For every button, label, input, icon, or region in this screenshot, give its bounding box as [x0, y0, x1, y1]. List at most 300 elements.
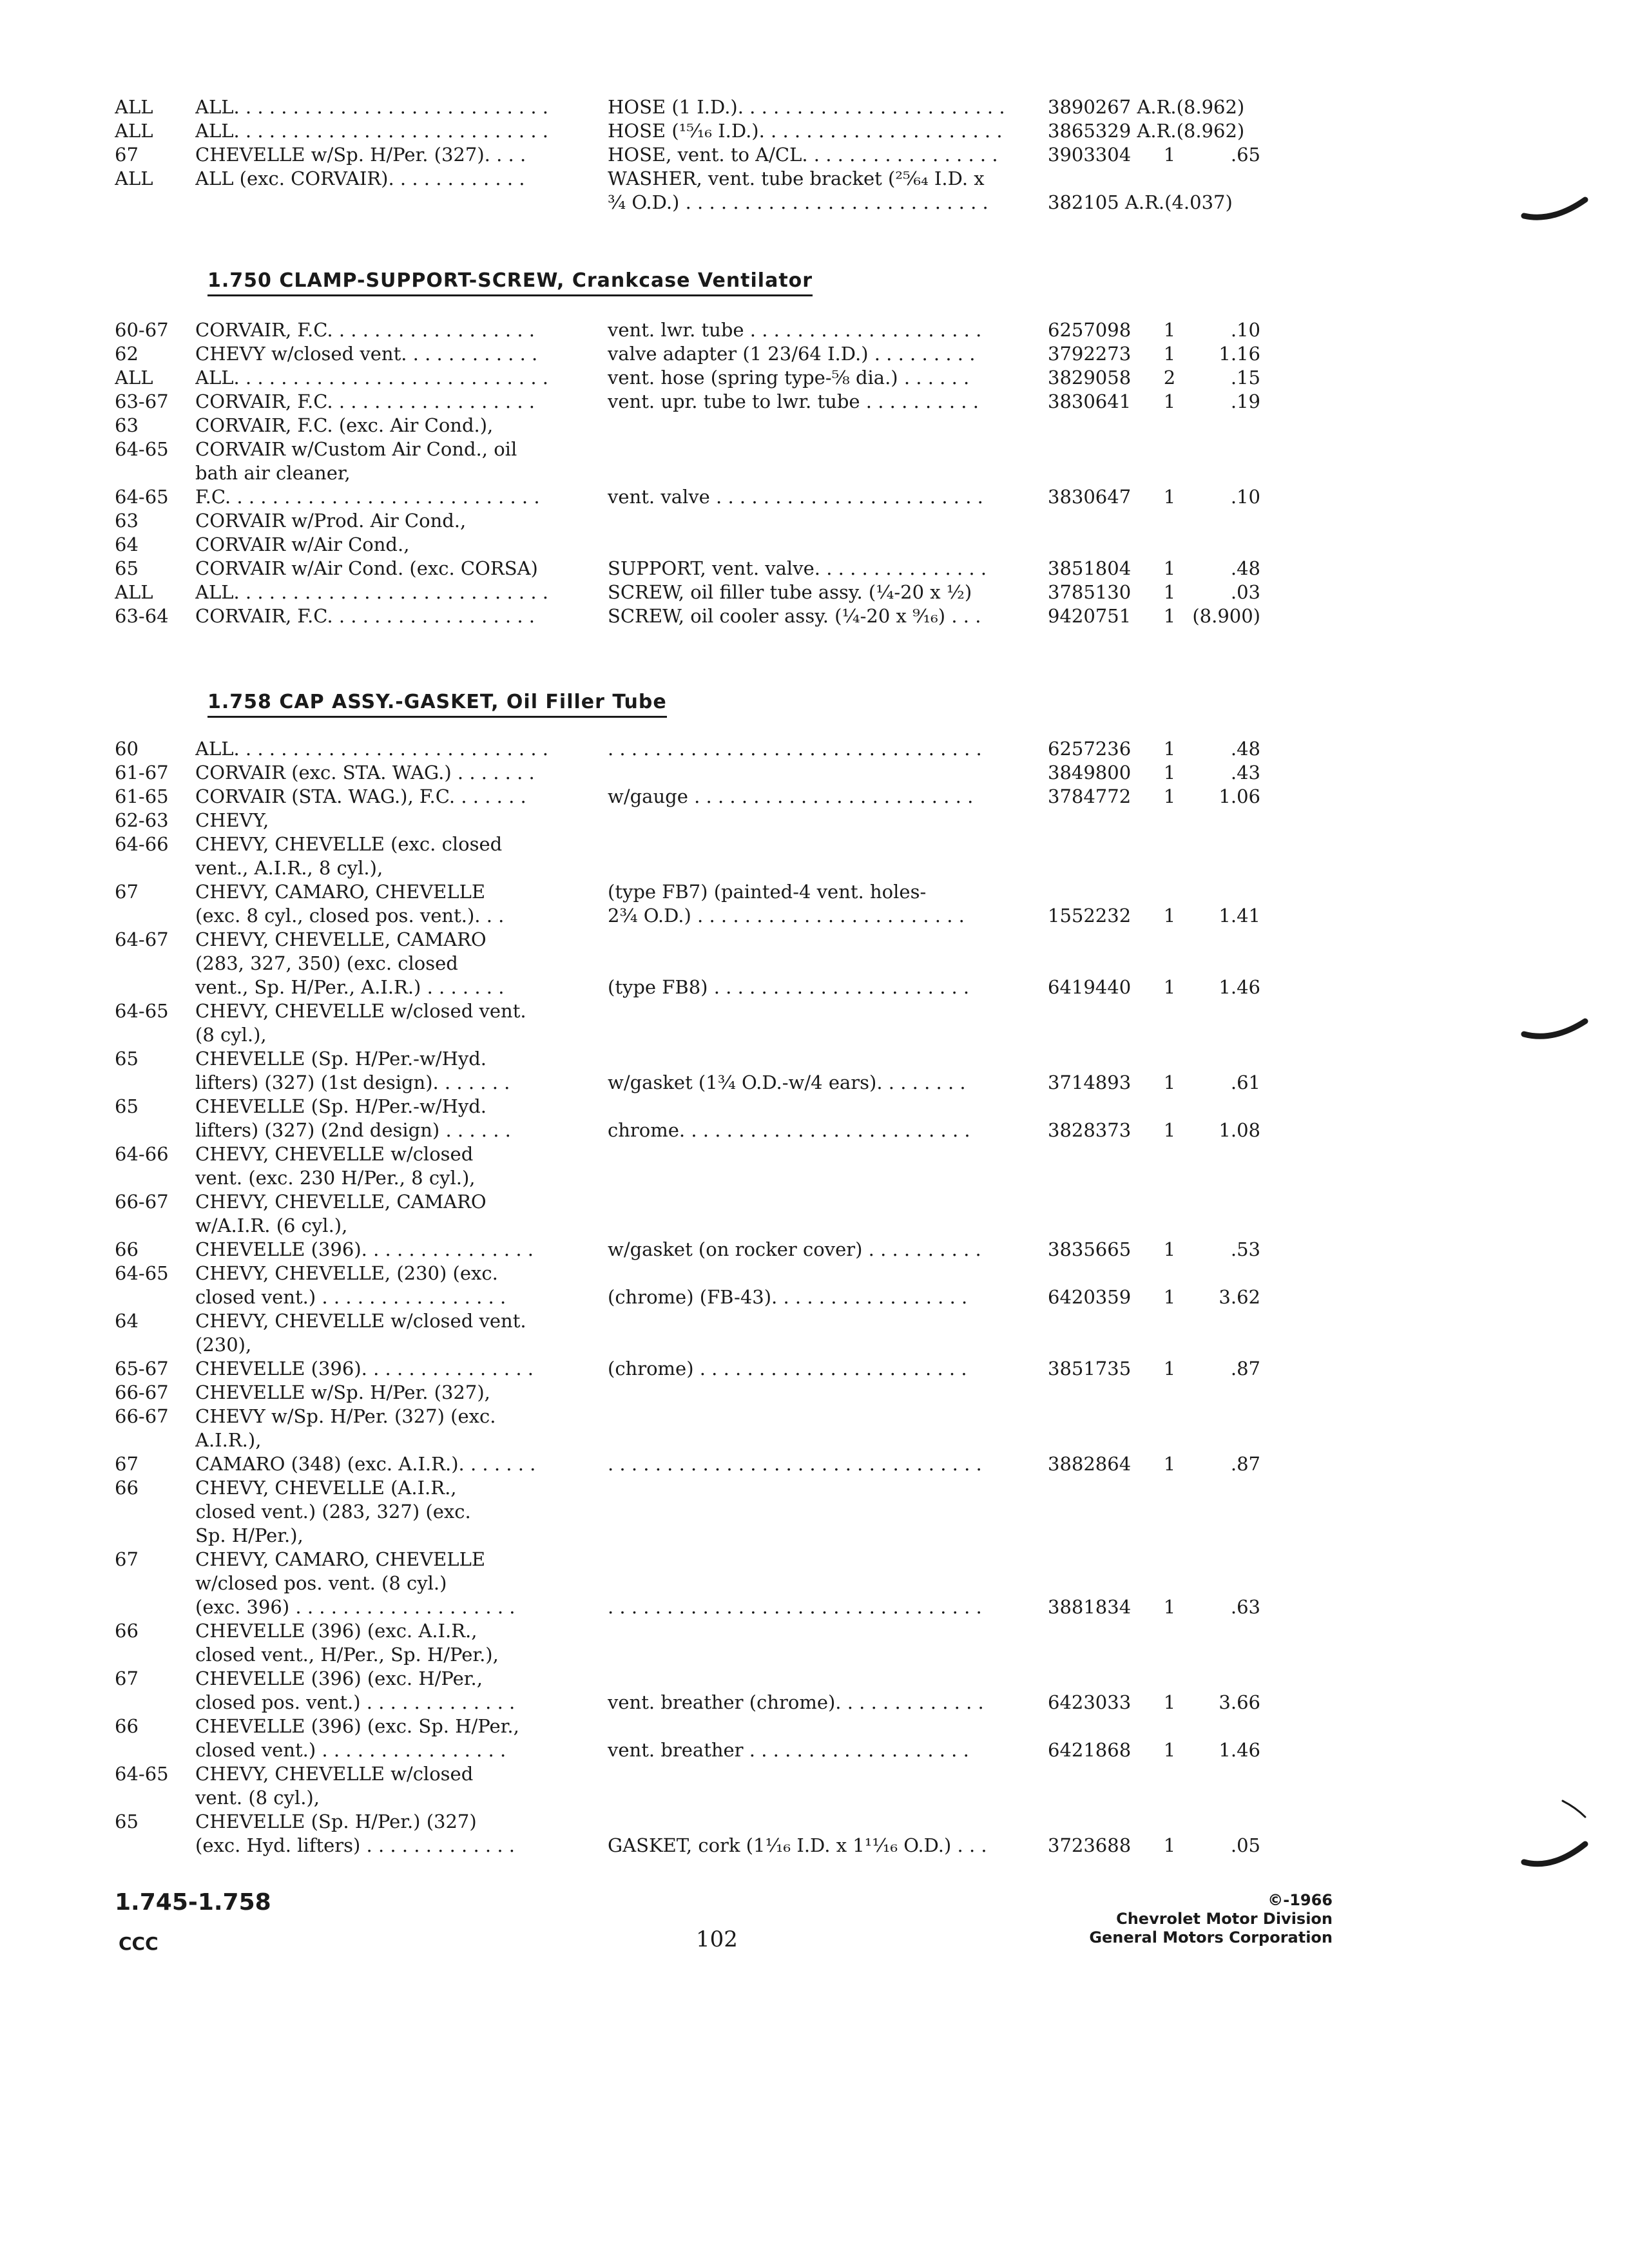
model-cell: F.C. . . . . . . . . . . . . . . . . . . . . . . . . . . — [195, 486, 540, 508]
price-cell — [1190, 928, 1260, 952]
description-cell: vent. breather (chrome). . . . . . . . . . . . . — [608, 1691, 984, 1713]
year-cell: 64 — [115, 533, 139, 555]
price-cell — [1190, 533, 1260, 557]
year-cell — [115, 975, 195, 999]
description-cell: GASKET, cork (1¹⁄₁₆ I.D. x 1¹¹⁄₁₆ O.D.) . . . — [608, 1834, 987, 1856]
quantity-cell — [1150, 1476, 1190, 1500]
description-cell: chrome. . . . . . . . . . . . . . . . . . . . . . . . . — [608, 1119, 970, 1141]
year-cell — [115, 1428, 195, 1452]
price-cell — [1190, 856, 1260, 880]
model-cell: (230), — [195, 1334, 252, 1356]
description-cell — [608, 461, 1048, 485]
table-row — [115, 1786, 1260, 1810]
model-cell: CORVAIR, F.C. . . . . . . . . . . . . . . . . . — [195, 319, 535, 341]
quantity-cell — [1150, 1142, 1190, 1166]
price-cell: 1.46 — [1219, 1739, 1260, 1761]
year-cell: 66 — [115, 1238, 139, 1260]
description-cell: . . . . . . . . . . . . . . . . . . . . . . . . . . . . . . . . — [608, 1453, 982, 1475]
price-cell — [1190, 1262, 1260, 1285]
quantity-cell: 1 — [1163, 1238, 1176, 1260]
quantity-cell — [1150, 1428, 1190, 1452]
price-cell — [1190, 1428, 1260, 1452]
quantity-cell: 1 — [1163, 1596, 1176, 1618]
model-cell: CHEVY, CHEVELLE, (230) (exc. — [195, 1262, 498, 1284]
model-cell: bath air cleaner, — [195, 462, 351, 484]
part-number-cell — [1048, 1619, 1150, 1643]
year-cell: 61-67 — [115, 762, 169, 783]
quantity-cell — [1150, 1810, 1190, 1834]
description-cell — [608, 832, 1048, 856]
price-cell — [1190, 1715, 1260, 1738]
table-row — [115, 1571, 1260, 1595]
model-cell: ALL (exc. CORVAIR). . . . . . . . . . . . — [195, 168, 525, 189]
part-number-cell: 3714893 — [1048, 1072, 1132, 1093]
part-number-cell: 3835665 — [1048, 1238, 1132, 1260]
price-cell — [1190, 1524, 1260, 1548]
year-cell: ALL — [115, 120, 153, 142]
table-row — [115, 1643, 1260, 1667]
part-number-cell: 6420359 — [1048, 1286, 1132, 1308]
description-cell — [608, 1524, 1048, 1548]
quantity-cell — [1150, 1524, 1190, 1548]
table-row — [115, 461, 1260, 485]
table-row — [115, 1071, 1260, 1095]
table-row — [115, 1715, 1260, 1738]
model-cell: CORVAIR, F.C. (exc. Air Cond.), — [195, 414, 494, 436]
quantity-cell: 1 — [1163, 785, 1176, 807]
price-cell: .61 — [1230, 1072, 1260, 1093]
year-cell: 67 — [115, 881, 139, 903]
part-number-cell — [1048, 880, 1150, 904]
year-cell — [115, 1691, 195, 1715]
part-number-cell — [1048, 1333, 1150, 1357]
price-cell: 1.08 — [1219, 1119, 1260, 1141]
year-cell — [115, 904, 195, 928]
part-number-cell — [1048, 1571, 1150, 1595]
year-cell: 63-64 — [115, 605, 169, 627]
model-cell: closed vent.) (283, 327) (exc. — [195, 1501, 471, 1523]
table-row — [115, 1047, 1260, 1071]
year-cell: ALL — [115, 367, 153, 389]
year-cell: 64-65 — [115, 1763, 169, 1785]
price-cell — [1190, 952, 1260, 975]
price-cell — [1190, 1381, 1260, 1405]
year-cell — [115, 1834, 195, 1858]
description-cell — [608, 761, 1048, 785]
part-number-cell — [1048, 1428, 1150, 1452]
year-cell — [115, 952, 195, 975]
description-cell: HOSE, vent. to A/CL. . . . . . . . . . . . . . . . . — [608, 144, 998, 166]
year-cell: 67 — [115, 1667, 139, 1689]
price-cell — [1190, 414, 1260, 437]
table-row — [115, 1691, 1260, 1715]
model-cell: CHEVY, CHEVELLE w/closed — [195, 1143, 474, 1165]
model-cell: (283, 327, 350) (exc. closed — [195, 952, 458, 974]
year-cell — [115, 1571, 195, 1595]
description-cell — [608, 1214, 1048, 1238]
description-cell: valve adapter (1 23/64 I.D.) . . . . . . . . . — [608, 343, 976, 365]
table-row — [115, 1119, 1260, 1142]
year-cell — [115, 1285, 195, 1309]
price-cell: 1.16 — [1219, 343, 1260, 365]
description-cell — [608, 1548, 1048, 1571]
parts-table-hose-washer — [115, 95, 1260, 215]
quantity-cell: 1 — [1163, 1119, 1176, 1141]
quantity-cell: 1 — [1163, 1286, 1176, 1308]
model-cell: CHEVY, — [195, 809, 269, 831]
part-number-cell — [1048, 856, 1150, 880]
part-number-cell: 3830641 — [1048, 390, 1132, 412]
part-number-cell: 3849800 — [1048, 762, 1132, 783]
quantity-cell — [1150, 880, 1190, 904]
part-number-cell — [1048, 1262, 1150, 1285]
price-cell — [1190, 880, 1260, 904]
year-cell — [115, 1333, 195, 1357]
model-cell: (exc. 8 cyl., closed pos. vent.). . . — [195, 905, 505, 927]
price-cell: .15 — [1230, 367, 1260, 389]
description-cell: w/gasket (on rocker cover) . . . . . . . . . . — [608, 1238, 981, 1260]
quantity-cell — [1150, 856, 1190, 880]
year-cell: 66 — [115, 1477, 139, 1499]
model-cell: CHEVY w/closed vent. . . . . . . . . . . . — [195, 343, 538, 365]
table-row — [115, 785, 1260, 809]
binder-mark-1 — [1521, 193, 1592, 226]
table-row — [115, 1738, 1260, 1762]
year-cell: 65 — [115, 1095, 139, 1117]
description-cell: (type FB7) (painted-4 vent. holes- — [608, 881, 927, 903]
model-cell: (exc. 396) . . . . . . . . . . . . . . . . . . . — [195, 1596, 516, 1618]
quantity-cell — [1150, 1166, 1190, 1190]
table-row — [115, 1262, 1260, 1285]
price-cell — [1190, 809, 1260, 832]
description-cell — [608, 1309, 1048, 1333]
year-cell: 65 — [115, 557, 139, 579]
description-cell — [608, 856, 1048, 880]
year-cell — [115, 1071, 195, 1095]
price-cell — [1190, 461, 1260, 485]
part-number-cell — [1048, 809, 1150, 832]
price-cell: .48 — [1230, 738, 1260, 760]
description-cell: vent. breather . . . . . . . . . . . . . . . . . . . — [608, 1739, 969, 1761]
price-cell: 3.62 — [1219, 1286, 1260, 1308]
model-cell: ALL. . . . . . . . . . . . . . . . . . . . . . . . . . . — [195, 96, 549, 118]
description-cell — [608, 1619, 1048, 1643]
part-number-cell — [1048, 167, 1150, 191]
quantity-cell — [1150, 1667, 1190, 1691]
model-cell: CORVAIR w/Air Cond. (exc. CORSA) — [195, 557, 538, 579]
quantity-cell: 1 — [1163, 762, 1176, 783]
quantity-cell — [1150, 1095, 1190, 1119]
description-cell — [608, 1500, 1048, 1524]
price-cell — [1190, 1786, 1260, 1810]
model-cell: CHEVELLE (Sp. H/Per.-w/Hyd. — [195, 1095, 487, 1117]
model-cell: ALL. . . . . . . . . . . . . . . . . . . . . . . . . . . — [195, 367, 549, 389]
price-cell — [1190, 999, 1260, 1023]
year-cell: 65 — [115, 1048, 139, 1070]
year-cell — [115, 1524, 195, 1548]
price-cell: .87 — [1230, 1453, 1260, 1475]
model-cell: vent. (8 cyl.), — [195, 1787, 320, 1809]
model-cell: Sp. H/Per.), — [195, 1524, 304, 1546]
table-row — [115, 737, 1260, 761]
quantity-cell — [1150, 1047, 1190, 1071]
price-cell: .87 — [1230, 1358, 1260, 1379]
model-cell: CHEVELLE (396). . . . . . . . . . . . . . . — [195, 1238, 534, 1260]
part-number-cell — [1048, 1405, 1150, 1428]
model-cell: closed vent., H/Per., Sp. H/Per.), — [195, 1644, 499, 1666]
table-row — [115, 1333, 1260, 1357]
table-row — [115, 1190, 1260, 1214]
model-cell: A.I.R.), — [195, 1429, 262, 1451]
table-row — [115, 880, 1260, 904]
year-cell: 63-67 — [115, 390, 169, 412]
quantity-cell: 1 — [1163, 1358, 1176, 1379]
model-cell: (8 cyl.), — [195, 1024, 267, 1046]
table-row — [115, 1452, 1260, 1476]
description-cell: . . . . . . . . . . . . . . . . . . . . . . . . . . . . . . . . — [608, 738, 982, 760]
quantity-cell: 1 — [1163, 1453, 1176, 1475]
price-cell — [1190, 1023, 1260, 1047]
price-cell — [1190, 1548, 1260, 1571]
price-cell: (8.900) — [1192, 605, 1260, 627]
model-cell: CHEVY, CHEVELLE w/closed vent. — [195, 1310, 526, 1332]
model-cell: CAMARO (348) (exc. A.I.R.). . . . . . . — [195, 1453, 536, 1475]
model-cell: CORVAIR w/Custom Air Cond., oil — [195, 438, 517, 460]
table-row — [115, 1405, 1260, 1428]
part-number-cell — [1048, 1142, 1150, 1166]
model-cell: ALL. . . . . . . . . . . . . . . . . . . . . . . . . . . — [195, 120, 549, 142]
table-row — [115, 1166, 1260, 1190]
year-cell — [115, 191, 195, 215]
table-row — [115, 1834, 1260, 1858]
part-number-cell — [1048, 533, 1150, 557]
price-cell — [1190, 1667, 1260, 1691]
year-cell — [115, 1166, 195, 1190]
year-cell: 65-67 — [115, 1358, 169, 1379]
year-cell: 65 — [115, 1811, 139, 1832]
table-row — [115, 1762, 1260, 1786]
quantity-cell — [1150, 533, 1190, 557]
table-row — [115, 1524, 1260, 1548]
quantity-cell — [1150, 1262, 1190, 1285]
description-cell — [608, 1667, 1048, 1691]
part-number-cell: 3828373 — [1048, 1119, 1132, 1141]
part-qty-price-cell: 3865329 A.R.(8.962) — [1048, 120, 1245, 142]
year-cell — [115, 1643, 195, 1667]
footer-code: CCC — [119, 1933, 159, 1954]
model-cell: CORVAIR w/Prod. Air Cond., — [195, 510, 467, 532]
year-cell — [115, 1595, 195, 1619]
quantity-cell: 1 — [1163, 319, 1176, 341]
price-cell: 1.46 — [1219, 976, 1260, 998]
part-number-cell — [1048, 509, 1150, 533]
table-row — [115, 604, 1260, 628]
model-cell: CORVAIR, F.C. . . . . . . . . . . . . . . . . . — [195, 605, 535, 627]
division-name: Chevrolet Motor Division — [1116, 1910, 1333, 1928]
year-cell: 62 — [115, 343, 139, 365]
table-row — [115, 1428, 1260, 1452]
quantity-cell: 1 — [1163, 1739, 1176, 1761]
table-row — [115, 1619, 1260, 1643]
quantity-cell: 1 — [1163, 1834, 1176, 1856]
part-number-cell — [1048, 414, 1150, 437]
description-cell — [608, 1095, 1048, 1119]
year-cell: 67 — [115, 1453, 139, 1475]
part-number-cell: 6257098 — [1048, 319, 1132, 341]
price-cell: .05 — [1230, 1834, 1260, 1856]
model-cell: CORVAIR (exc. STA. WAG.) . . . . . . . — [195, 762, 535, 783]
model-cell: ALL. . . . . . . . . . . . . . . . . . . . . . . . . . . — [195, 581, 549, 603]
table-row — [115, 999, 1260, 1023]
year-cell: 64-65 — [115, 438, 169, 460]
part-number-cell — [1048, 1548, 1150, 1571]
quantity-cell — [1150, 461, 1190, 485]
model-cell: CHEVELLE (396) (exc. H/Per., — [195, 1667, 483, 1689]
description-cell — [608, 509, 1048, 533]
quantity-cell — [1150, 167, 1190, 191]
table-row — [115, 928, 1260, 952]
quantity-cell — [1150, 809, 1190, 832]
part-number-cell: 6419440 — [1048, 976, 1132, 998]
part-number-cell — [1048, 832, 1150, 856]
section-title-1750: 1.750 CLAMP-SUPPORT-SCREW, Crankcase Ventilator — [207, 269, 813, 296]
price-cell: 1.06 — [1219, 785, 1260, 807]
description-cell: (type FB8) . . . . . . . . . . . . . . . . . . . . . . — [608, 976, 970, 998]
table-row — [115, 1309, 1260, 1333]
model-cell: CHEVY w/Sp. H/Per. (327) (exc. — [195, 1405, 496, 1427]
price-cell — [1190, 1405, 1260, 1428]
description-cell — [608, 437, 1048, 461]
model-cell: CHEVY, CHEVELLE, CAMARO — [195, 928, 487, 950]
model-cell: w/closed pos. vent. (8 cyl.) — [195, 1572, 447, 1594]
quantity-cell — [1150, 509, 1190, 533]
description-cell: vent. lwr. tube . . . . . . . . . . . . . . . . . . . . — [608, 319, 982, 341]
part-number-cell — [1048, 1214, 1150, 1238]
year-cell — [115, 1023, 195, 1047]
price-cell: .48 — [1230, 557, 1260, 579]
quantity-cell: 1 — [1163, 144, 1176, 166]
price-cell — [1190, 1762, 1260, 1786]
model-cell: CHEVY, CHEVELLE w/closed vent. — [195, 1000, 526, 1022]
model-cell: CORVAIR (STA. WAG.), F.C. . . . . . . — [195, 785, 526, 807]
price-cell: .63 — [1230, 1596, 1260, 1618]
table-row — [115, 414, 1260, 437]
year-cell: 66 — [115, 1620, 139, 1642]
corporation-name: General Motors Corporation — [1089, 1928, 1333, 1946]
description-cell: ¾ O.D.) . . . . . . . . . . . . . . . . . . . . . . . . . . — [608, 191, 988, 213]
model-cell: CHEVY, CAMARO, CHEVELLE — [195, 881, 485, 903]
table-row — [115, 509, 1260, 533]
table-row — [115, 485, 1260, 509]
year-cell: 64-65 — [115, 1262, 169, 1284]
page-number: 102 — [696, 1927, 738, 1952]
table-row — [115, 437, 1260, 461]
year-cell: 63 — [115, 510, 139, 532]
description-cell: WASHER, vent. tube bracket (²⁵⁄₆₄ I.D. x — [608, 168, 985, 189]
model-cell: CORVAIR w/Air Cond., — [195, 533, 410, 555]
part-number-cell: 3830647 — [1048, 486, 1132, 508]
quantity-cell — [1150, 832, 1190, 856]
year-cell: 66 — [115, 1715, 139, 1737]
table-row — [115, 1238, 1260, 1262]
description-cell — [608, 999, 1048, 1023]
description-cell: w/gauge . . . . . . . . . . . . . . . . . . . . . . . . — [608, 785, 974, 807]
table-row — [115, 342, 1260, 366]
model-cell: CHEVY, CHEVELLE w/closed — [195, 1763, 474, 1785]
table-row — [115, 1810, 1260, 1834]
quantity-cell: 1 — [1163, 738, 1176, 760]
quantity-cell — [1150, 1571, 1190, 1595]
table-row — [115, 366, 1260, 390]
table-row — [115, 1142, 1260, 1166]
quantity-cell — [1150, 1405, 1190, 1428]
model-cell: closed vent.) . . . . . . . . . . . . . . . . — [195, 1739, 506, 1761]
part-number-cell — [1048, 1786, 1150, 1810]
price-cell — [1190, 167, 1260, 191]
description-cell: (chrome) . . . . . . . . . . . . . . . . . . . . . . . — [608, 1358, 967, 1379]
description-cell — [608, 1786, 1048, 1810]
part-number-cell — [1048, 437, 1150, 461]
year-cell: 64-65 — [115, 486, 169, 508]
year-cell: 66-67 — [115, 1381, 169, 1403]
price-cell — [1190, 1142, 1260, 1166]
description-cell: SCREW, oil filler tube assy. (¼-20 x ½) — [608, 581, 972, 603]
price-cell: .53 — [1230, 1238, 1260, 1260]
price-cell: 1.41 — [1219, 905, 1260, 927]
table-row — [115, 581, 1260, 604]
model-cell: CORVAIR, F.C. . . . . . . . . . . . . . . . . . — [195, 390, 535, 412]
model-cell: vent., A.I.R., 8 cyl.), — [195, 857, 383, 879]
table-row — [115, 1476, 1260, 1500]
quantity-cell: 1 — [1163, 581, 1176, 603]
description-cell: 2¾ O.D.) . . . . . . . . . . . . . . . . . . . . . . . — [608, 905, 965, 927]
description-cell — [608, 1333, 1048, 1357]
quantity-cell: 1 — [1163, 557, 1176, 579]
part-number-cell — [1048, 928, 1150, 952]
part-number-cell — [1048, 1047, 1150, 1071]
price-cell — [1190, 1190, 1260, 1214]
quantity-cell — [1150, 1023, 1190, 1047]
part-number-cell — [1048, 1023, 1150, 1047]
part-number-cell — [1048, 1524, 1150, 1548]
table-row — [115, 1095, 1260, 1119]
description-cell — [608, 928, 1048, 952]
part-number-cell: 3881834 — [1048, 1596, 1132, 1618]
description-cell: . . . . . . . . . . . . . . . . . . . . . . . . . . . . . . . . — [608, 1596, 982, 1618]
description-cell: SCREW, oil cooler assy. (¼-20 x ⁹⁄₁₆) . . . — [608, 605, 981, 627]
quantity-cell — [1150, 414, 1190, 437]
description-cell — [608, 1166, 1048, 1190]
copyright-block — [1089, 1891, 1333, 1947]
table-row — [115, 975, 1260, 999]
price-cell: .10 — [1230, 319, 1260, 341]
year-cell: 66-67 — [115, 1405, 169, 1427]
model-cell: CHEVELLE w/Sp. H/Per. (327), — [195, 1381, 490, 1403]
model-cell: closed pos. vent.) . . . . . . . . . . . . . — [195, 1691, 516, 1713]
description-cell: vent. valve . . . . . . . . . . . . . . . . . . . . . . . — [608, 486, 983, 508]
quantity-cell: 1 — [1163, 343, 1176, 365]
model-cell: CHEVELLE (396) (exc. Sp. H/Per., — [195, 1715, 519, 1737]
year-cell: ALL — [115, 168, 153, 189]
description-cell — [608, 952, 1048, 975]
price-cell — [1190, 1047, 1260, 1071]
description-cell — [608, 809, 1048, 832]
description-cell — [608, 1405, 1048, 1428]
description-cell — [608, 1810, 1048, 1834]
price-cell — [1190, 832, 1260, 856]
quantity-cell — [1150, 1619, 1190, 1643]
price-cell — [1190, 1095, 1260, 1119]
